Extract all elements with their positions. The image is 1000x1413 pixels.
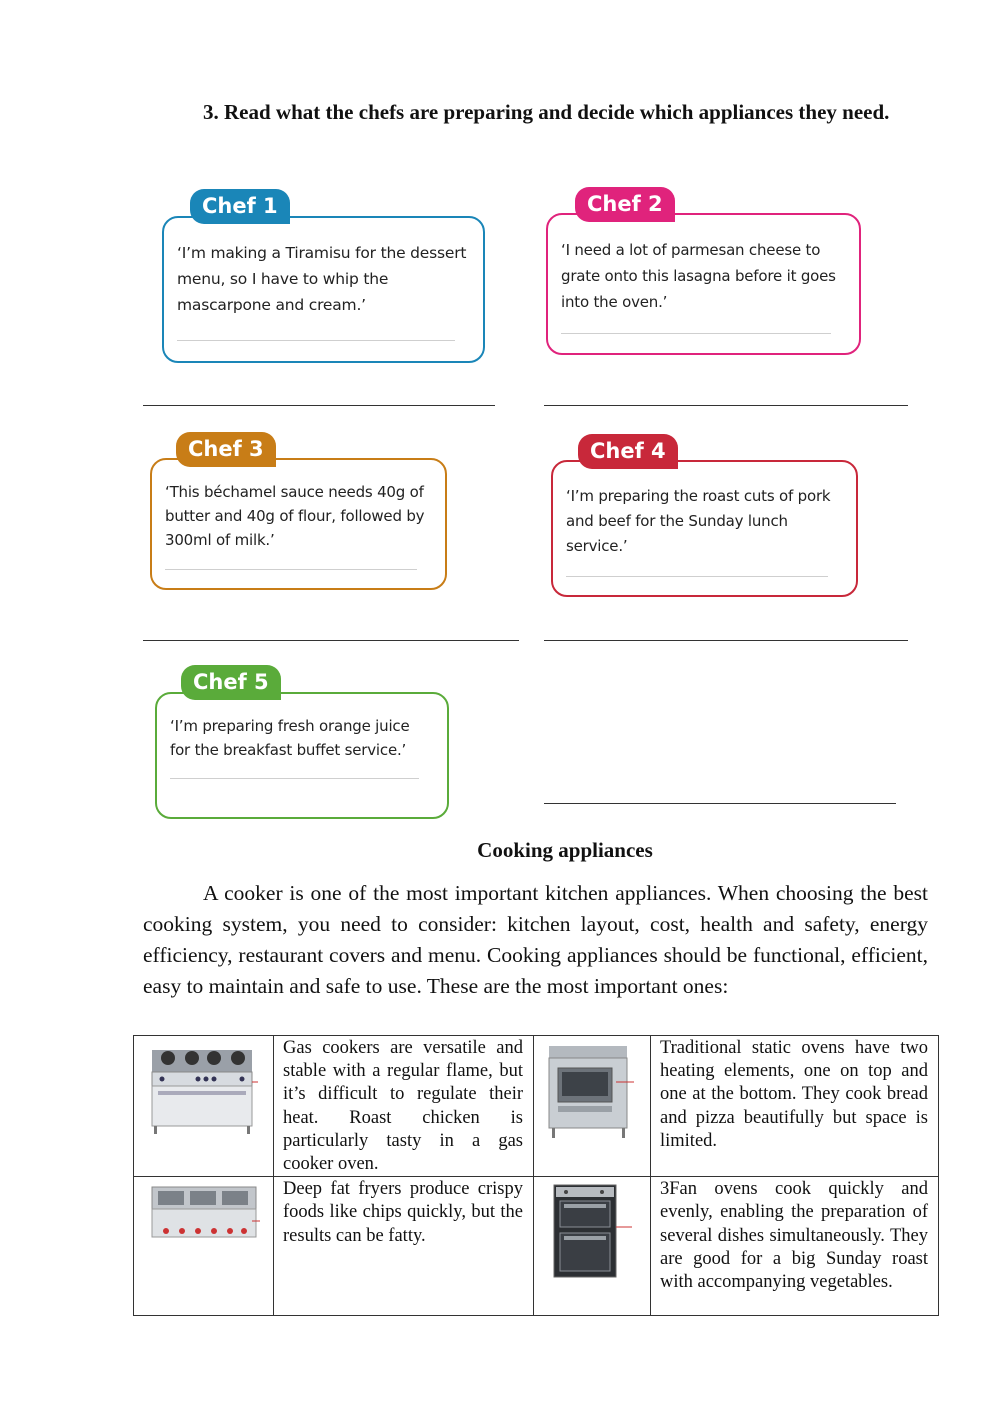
section-paragraph: A cooker is one of the most important kitchen appliances. When choosing the best cooking system, you need to consider: kitchen layout, cost, health and safety, energy efficiency, restaurant covers and menu. Cooking appliances should be functional, efficient, easy to maintain and safe to use. These are the most important ones: [143, 881, 928, 998]
static-oven-cell [534, 1036, 651, 1177]
deep-fat-fryer-icon [148, 1183, 260, 1248]
chef-3-quote: ‘This béchamel sauce needs 40g of butter and 40g of flour, followed by 300ml of milk.’ [165, 483, 425, 549]
chef-4-write-line [566, 576, 828, 577]
chef-1-write-line [177, 340, 455, 341]
answer-line-1[interactable] [143, 405, 495, 406]
section-title: Cooking appliances [477, 838, 653, 862]
fan-oven-description: 3Fan ovens cook quickly and evenly, enabling the preparation of several dishes simultaneously. They are good for a big Sunday roast with accompanying vegetables. [651, 1177, 939, 1316]
chef-3-write-line [165, 569, 417, 570]
chef-1-card [162, 216, 485, 363]
gas-cooker-icon [148, 1044, 258, 1134]
table-row [134, 1036, 939, 1177]
static-oven-description: Traditional static ovens have two heating elements, one on top and one at the bottom. They cook bread and pizza beautifully but space is limited. [651, 1036, 939, 1177]
static-oven-icon [544, 1042, 634, 1142]
deep-fat-fryer-cell [134, 1177, 274, 1316]
chef-3-card [150, 458, 447, 590]
chef-4-quote: ‘I’m preparing the roast cuts of pork and beef for the Sunday lunch service.’ [566, 487, 831, 555]
chef-2-write-line [561, 333, 831, 334]
fan-oven-icon [552, 1183, 632, 1281]
chef-5-quote: ‘I’m preparing fresh orange juice for the breakfast buffet service.’ [170, 717, 410, 759]
chef-3-tag: Chef 3 [176, 432, 276, 467]
appliances-table [133, 1035, 939, 1316]
chef-1-tag: Chef 1 [190, 189, 290, 224]
answer-line-3[interactable] [143, 640, 519, 641]
chef-4-tag: Chef 4 [578, 434, 678, 469]
chef-2-card [546, 213, 861, 355]
fan-oven-cell [534, 1177, 651, 1316]
gas-cooker-description: Gas cookers are versatile and stable with a regular flame, but it’s difficult to regulate their heat. Roast chicken is particularly tasty in a gas cooker oven. [274, 1036, 534, 1177]
answer-line-5[interactable] [544, 803, 896, 804]
gas-cooker-cell [134, 1036, 274, 1177]
chef-2-tag: Chef 2 [575, 187, 675, 222]
chef-5-tag: Chef 5 [181, 665, 281, 700]
deep-fat-fryer-description: Deep fat fryers produce crispy foods like chips quickly, but the results can be fatty. [274, 1177, 534, 1316]
chef-5-write-line [170, 778, 419, 779]
chef-2-quote: ‘I need a lot of parmesan cheese to grate onto this lasagna before it goes into the oven.’ [561, 241, 836, 311]
task-instruction: 3. Read what the chefs are preparing and decide which appliances they need. [203, 100, 890, 124]
chef-4-card [551, 460, 858, 597]
chef-5-card [155, 692, 449, 819]
answer-line-2[interactable] [544, 405, 908, 406]
chef-1-quote: ‘I’m making a Tiramisu for the dessert menu, so I have to whip the mascarpone and cream.’ [177, 244, 467, 314]
table-row [134, 1177, 939, 1316]
answer-line-4[interactable] [544, 640, 908, 641]
